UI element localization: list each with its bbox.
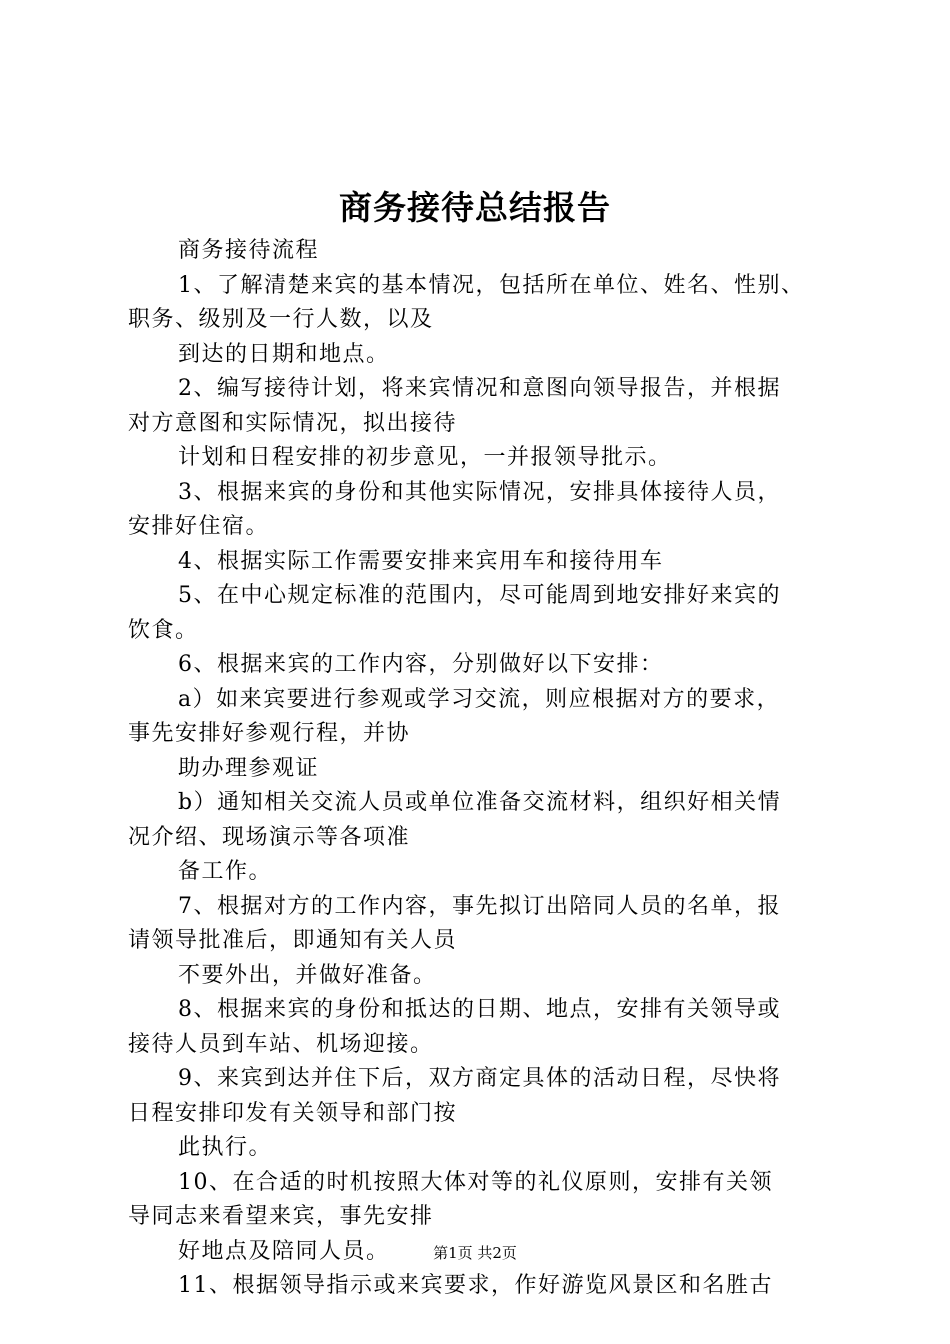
text-line: b）通知相关交流人员或单位准备交流材料，组织好相关情 (178, 790, 782, 815)
text-line: a）如来宾要进行参观或学习交流，则应根据对方的要求， (178, 686, 781, 712)
text-line: 导同志来看望来宾，事先安排 (128, 1204, 434, 1229)
text-line: 9、来宾到达并住下后，双方商定具体的活动日程，尽快将 (178, 1066, 781, 1091)
text-line: 2、编写接待计划，将来宾情况和意图向领导报告，并根据 (178, 376, 781, 401)
text-line: 7、根据对方的工作内容，事先拟订出陪同人员的名单，报 (178, 893, 781, 919)
text-line: 11、根据领导指示或来宾要求，作好游览风景区和名胜古 (178, 1273, 773, 1298)
text-line: 好地点及陪同人员。 (178, 1238, 390, 1264)
document-title: 商务接待总结报告 (339, 188, 611, 227)
text-line: 3、根据来宾的身份和其他实际情况，安排具体接待人员， (178, 479, 781, 505)
text-line: 5、在中心规定标准的范围内，尽可能周到地安排好来宾的 (178, 583, 781, 608)
text-line: 事先安排好参观行程，并协 (128, 721, 411, 746)
text-line: 日程安排印发有关领导和部门按 (128, 1100, 458, 1126)
text-line: 况介绍、现场演示等各项准 (128, 824, 411, 850)
text-line: 安排好住宿。 (128, 514, 270, 539)
text-line: 接待人员到车站、机场迎接。 (128, 1031, 434, 1057)
text-line: 备工作。 (178, 859, 273, 884)
text-line: 此执行。 (178, 1135, 273, 1160)
text-line: 商务接待流程 (178, 238, 320, 263)
text-line: 对方意图和实际情况，拟出接待 (128, 410, 458, 436)
page-footer: 第1页 共2页 (433, 1244, 517, 1262)
text-line: 1、了解清楚来宾的基本情况，包括所在单位、姓名、性别、 (178, 272, 805, 298)
text-line: 饮食。 (128, 617, 199, 643)
text-line: 8、根据来宾的身份和抵达的日期、地点，安排有关领导或 (178, 997, 781, 1022)
text-line: 到达的日期和地点。 (178, 341, 390, 367)
text-line: 计划和日程安排的初步意见，一并报领导批示。 (178, 445, 672, 470)
document-body (128, 234, 848, 1304)
text-line: 职务、级别及一行人数，以及 (128, 307, 434, 332)
text-line: 不要外出，并做好准备。 (178, 962, 437, 988)
text-line: 4、根据实际工作需要安排来宾用车和接待用车 (178, 548, 664, 574)
text-line: 助办理参观证 (178, 755, 320, 781)
text-line: 10、在合适的时机按照大体对等的礼仪原则，安排有关领 (178, 1169, 773, 1195)
text-line: 请领导批准后，即通知有关人员 (128, 928, 458, 953)
text-line: 6、根据来宾的工作内容，分别做好以下安排： (178, 652, 664, 677)
